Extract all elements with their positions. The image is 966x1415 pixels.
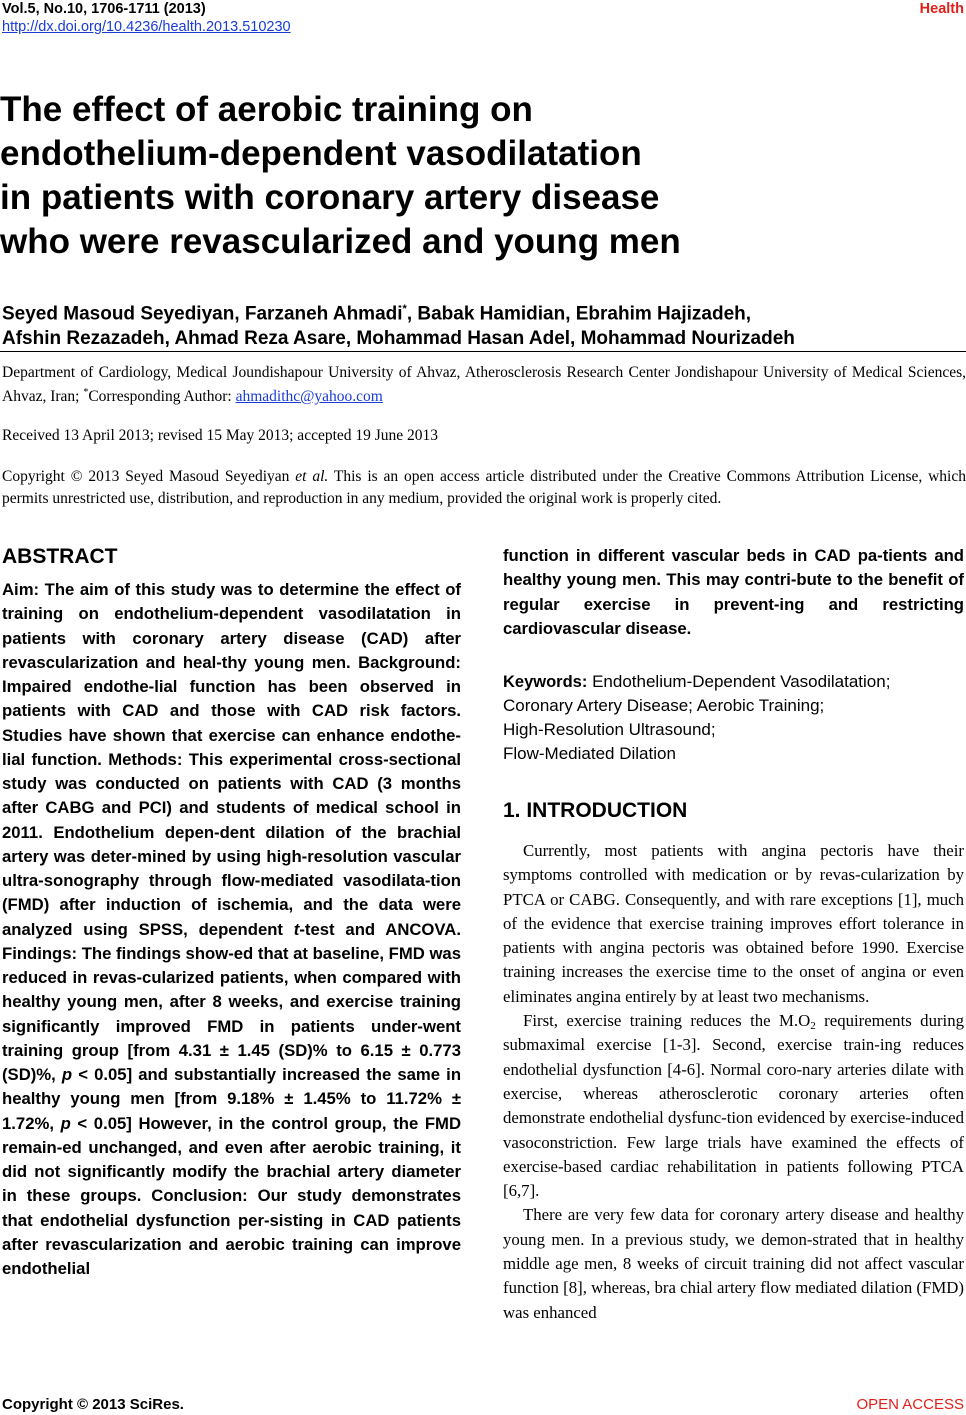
email-link[interactable]: ahmadithc@yahoo.com [235, 388, 383, 406]
abstract-text: < 0.05] However, in the control group, the FMD remain-ed unchanged, and even after aerobic training, it did not significantly modify the brachial artery diameter in these groups. Conclusion: Our study demonstrates that endothelial dysfunction per-sisting in CAD patients after revascularization and aerobic training can improve endothelial [2, 1113, 462, 1278]
header-divider [0, 351, 966, 352]
abstract-text: < 0.05] and substantially increased the same in healthy young men [from 9.18% ± 1.45% to 11.72% ± 1.72%, [2, 1065, 462, 1133]
paragraph-text: requirements during submaximal exercise [1-3]. Second, exercise train-ing reduces endothelial dysfunction [4-6]. Normal coro-nary arteries dilate with exercise, whereas atherosclerotic coronary arteries often demonstrate endothelial dysfunc-tion evidenced by exercise-induced vasoconstriction. Few large trials have examined the effects of exercise-based cardiac rehabilitation in patients following PTCA [6,7]. [503, 1011, 964, 1201]
keywords-label: Keywords: [503, 673, 588, 691]
keyword-text: Endothelium-Dependent Vasodilatation; [587, 672, 891, 691]
subscript: 2 [810, 1020, 816, 1033]
copyright-notice [2, 466, 966, 510]
authors-text: , Babak Hamidian, Ebrahim Hajizadeh, [406, 303, 752, 325]
authors-text: Seyed Masoud Seyediyan, Farzaneh Ahmadi [2, 303, 403, 325]
intro-paragraph-1: Currently, most patients with angina pectoris have their symptoms controlled with medication or by revas-cularization by PTCA or CABG. Consequently, and with rare exceptions [1], much of the evidence that exercise training improves effort tolerance in patients with angina pectoris was obtained before 1990. Exercise training increases the exercise time to the onset of angina or even eliminates angina entirely by at least two mechanisms. [503, 841, 964, 1006]
keywords-block [503, 670, 964, 766]
footer-open-access: OPEN ACCESS [856, 1396, 964, 1413]
author-list [2, 297, 795, 351]
footer-copyright: Copyright © 2013 SciRes. [2, 1396, 184, 1413]
paper-title [0, 88, 960, 264]
right-column [503, 544, 964, 1325]
abstract-body [2, 578, 461, 1281]
corresponding-mark: * [83, 387, 89, 398]
abstract-text: -test and ANCOVA. Findings: The findings show-ed that at baseline, FMD was reduced in revas-cularized patients, when compared with healthy young men, after 8 weeks, and exercise training significantly improved FMD in patients under-went training group [from 4.31 ± 1.45 (SD)% to 6.15 ± 0.773 (SD)%, [2, 919, 461, 1084]
abstract-continuation: function in different vascular beds in CAD pa-tients and healthy young men. This may contri-bute to the benefit of regular exercise in prevent-ing and restricting cardiovascular disease. [503, 546, 964, 638]
affiliation [2, 363, 966, 407]
abstract-italic-p: p [60, 1113, 71, 1133]
title-line: endothelium-dependent vasodilatation [0, 134, 642, 173]
intro-paragraph-3: There are very few data for coronary artery disease and healthy young men. In a previous study, we demon-strated that in healthy middle age men, 8 weeks of circuit training did not affect vascular function [8], whereas, bra chial artery flow mediated dilation (FMD) was enhanced [503, 1205, 964, 1322]
keywords-line [503, 670, 964, 694]
paragraph-text: First, exercise training reduces the M.O [523, 1011, 811, 1031]
keywords-line: Coronary Artery Disease; Aerobic Training; [503, 696, 825, 715]
keywords-line: Flow-Mediated Dilation [503, 744, 676, 763]
corresponding-label: Corresponding Author: [88, 388, 236, 406]
title-line: who were revascularized and young men [0, 222, 681, 261]
corresponding-mark: * [402, 303, 407, 315]
abstract-text: Aim: The aim of this study was to determine the effect of training on endothelium-dependent vasodilatation in patients with coronary artery disease (CAD) after revascularization and heal-thy young men. Background: Impaired endothe-lial function has been observed in patients with CAD and those with CAD risk factors. Studies have shown that exercise can enhance endothe-lial function. Methods: This experimental cross-sectional study was conducted on patients with CAD (3 months after CABG and PCI) and students of medical school in 2011. Endothelium depen-dent dilation of the brachial artery was deter-mined by using high-resolution vascular ultra-sonography through flow-mediated vasodilata-tion (FMD) after induction of ischemia, and the data were analyzed using SPSS, dependent [2, 580, 461, 939]
intro-paragraph-2 [503, 1009, 964, 1203]
author-line-1 [2, 297, 795, 326]
copyright-text: This is an open access article distributed under the Creative Commons Attribution License, which permits unrestricted use, distribution, and reproduction in any medium, provided the original work is properly cited. [2, 468, 966, 507]
title-line: The effect of aerobic training on [0, 90, 533, 129]
abstract-italic-p: p [61, 1065, 73, 1084]
copyright-etal: et al. [295, 468, 329, 485]
introduction-heading: 1. INTRODUCTION [503, 799, 688, 822]
doi-link[interactable]: http://dx.doi.org/10.4236/health.2013.510230 [2, 19, 291, 35]
title-line: in patients with coronary artery disease [0, 178, 660, 217]
affiliation-text: Department of Cardiology, Medical Joundishapour University of Ahvaz, Atherosclerosis Research Center Jondishapour University of Medical Sciences, Ahvaz, Iran; [2, 364, 966, 406]
copyright-text: Copyright © 2013 Seyed Masoud Seyediyan [2, 468, 296, 485]
abstract-heading: ABSTRACT [2, 545, 118, 568]
left-column [2, 544, 461, 1281]
volume-info: Vol.5, No.10, 1706-1711 (2013) [2, 1, 206, 17]
author-line-2: Afshin Rezazadeh, Ahmad Reza Asare, Mohammad Hasan Adel, Mohammad Nourizadeh [2, 328, 795, 350]
abstract-italic-t: t [293, 919, 300, 939]
received-dates: Received 13 April 2013; revised 15 May 2013; accepted 19 June 2013 [2, 427, 439, 444]
journal-name: Health [919, 1, 964, 17]
keywords-line: High-Resolution Ultrasound; [503, 720, 716, 739]
